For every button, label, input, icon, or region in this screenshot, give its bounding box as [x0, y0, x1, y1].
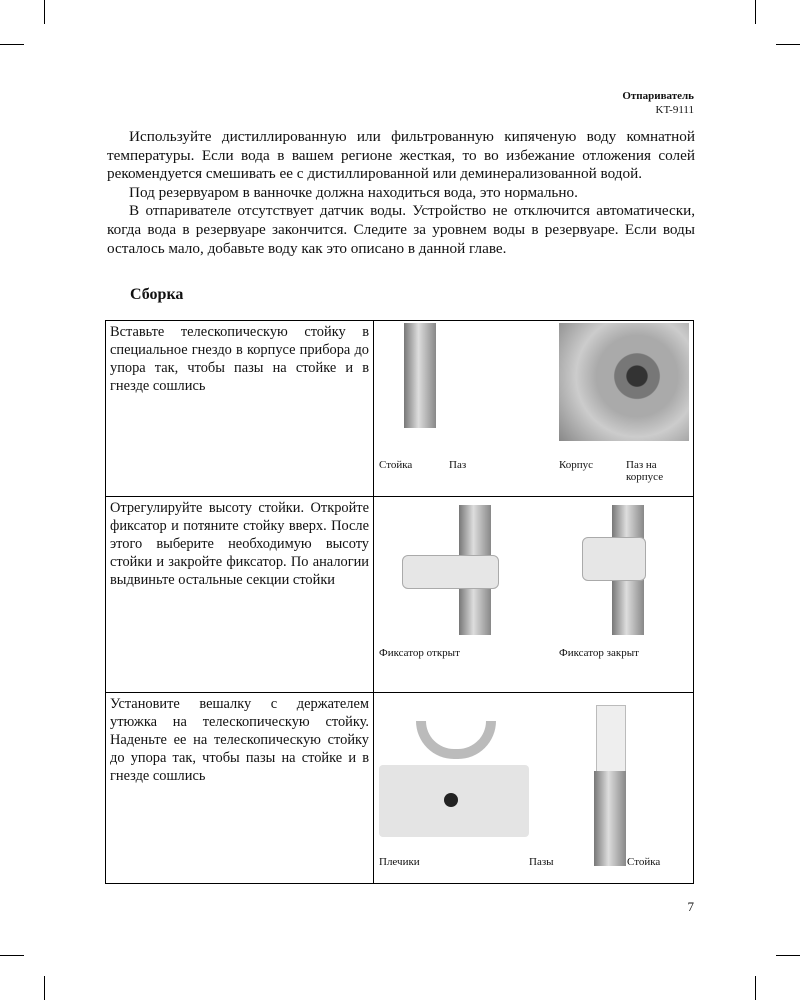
caption: Плечики — [379, 856, 420, 868]
step-illustration — [374, 693, 694, 884]
paragraph: Используйте дистиллированную или фильтрованную кипяченую воду комнатной температуры. Если вода в вашем регионе жесткая, то во избежание отложения солей рекомендуется смешивать ее с дистиллированной или деминерализованной водой. — [107, 128, 695, 183]
caption: Стойка — [379, 459, 413, 471]
paragraph: В отпаривателе отсутствует датчик воды. Устройство не отключится автоматически, когда вода в резервуаре закончится. Следите за уровнем воды в резервуаре. Если воды осталось мало, добавьте воду как это описано в данной главе. — [107, 202, 695, 257]
crop-mark — [755, 976, 756, 1000]
table-row — [106, 321, 694, 497]
step-illustration — [374, 321, 694, 497]
socket-photo — [559, 323, 689, 441]
caption: Корпус — [559, 459, 594, 471]
header-title: Отпариватель — [622, 90, 694, 102]
crop-mark — [44, 976, 45, 1000]
crop-mark — [44, 0, 45, 24]
table-row — [106, 693, 694, 884]
pole-photo — [594, 771, 626, 866]
body-text — [107, 128, 695, 258]
caption: Фиксатор закрыт — [559, 647, 639, 659]
clamp-closed-photo — [582, 537, 646, 581]
caption: Пазы — [529, 856, 554, 868]
step-text: Вставьте телескопическую стойку в специальное гнездо в корпусе прибора до упора так, чтобы пазы на стойке и в гнезде сошлись — [106, 321, 374, 497]
crop-mark — [0, 44, 24, 45]
groove-photo — [444, 793, 458, 807]
page-number: 7 — [687, 899, 694, 914]
assembly-table — [105, 320, 694, 884]
crop-mark — [776, 955, 800, 956]
hanger-hook-photo — [416, 721, 496, 759]
paragraph: Под резервуаром в ванночке должна находиться вода, это нормально. — [129, 183, 578, 201]
step-text: Установите вешалку с держателем утюжка на телескопическую стойку. Наденьте ее на телескопическую стойку до упора так, чтобы пазы на стойке и в гнезде сошлись — [106, 693, 374, 884]
crop-mark — [776, 44, 800, 45]
crop-mark — [0, 955, 24, 956]
step-illustration — [374, 497, 694, 693]
caption: Стойка — [627, 856, 661, 868]
caption: Паз — [449, 459, 467, 471]
caption: Паз на корпусе — [626, 459, 664, 483]
table-row — [106, 497, 694, 693]
step-text: Отрегулируйте высоту стойки. Откройте фиксатор и потяните стойку вверх. После этого выберите необходимую высоту стойки и закройте фиксатор. По аналогии выдвиньте остальные секции стойки — [106, 497, 374, 693]
header-model: KT-9111 — [655, 104, 694, 116]
crop-mark — [755, 0, 756, 24]
pole-top-photo — [596, 705, 626, 775]
caption: Фиксатор открыт — [379, 647, 460, 659]
running-header — [622, 89, 694, 117]
section-heading: Сборка — [130, 286, 184, 303]
clamp-open-photo — [402, 555, 499, 589]
pole-photo — [404, 323, 436, 428]
